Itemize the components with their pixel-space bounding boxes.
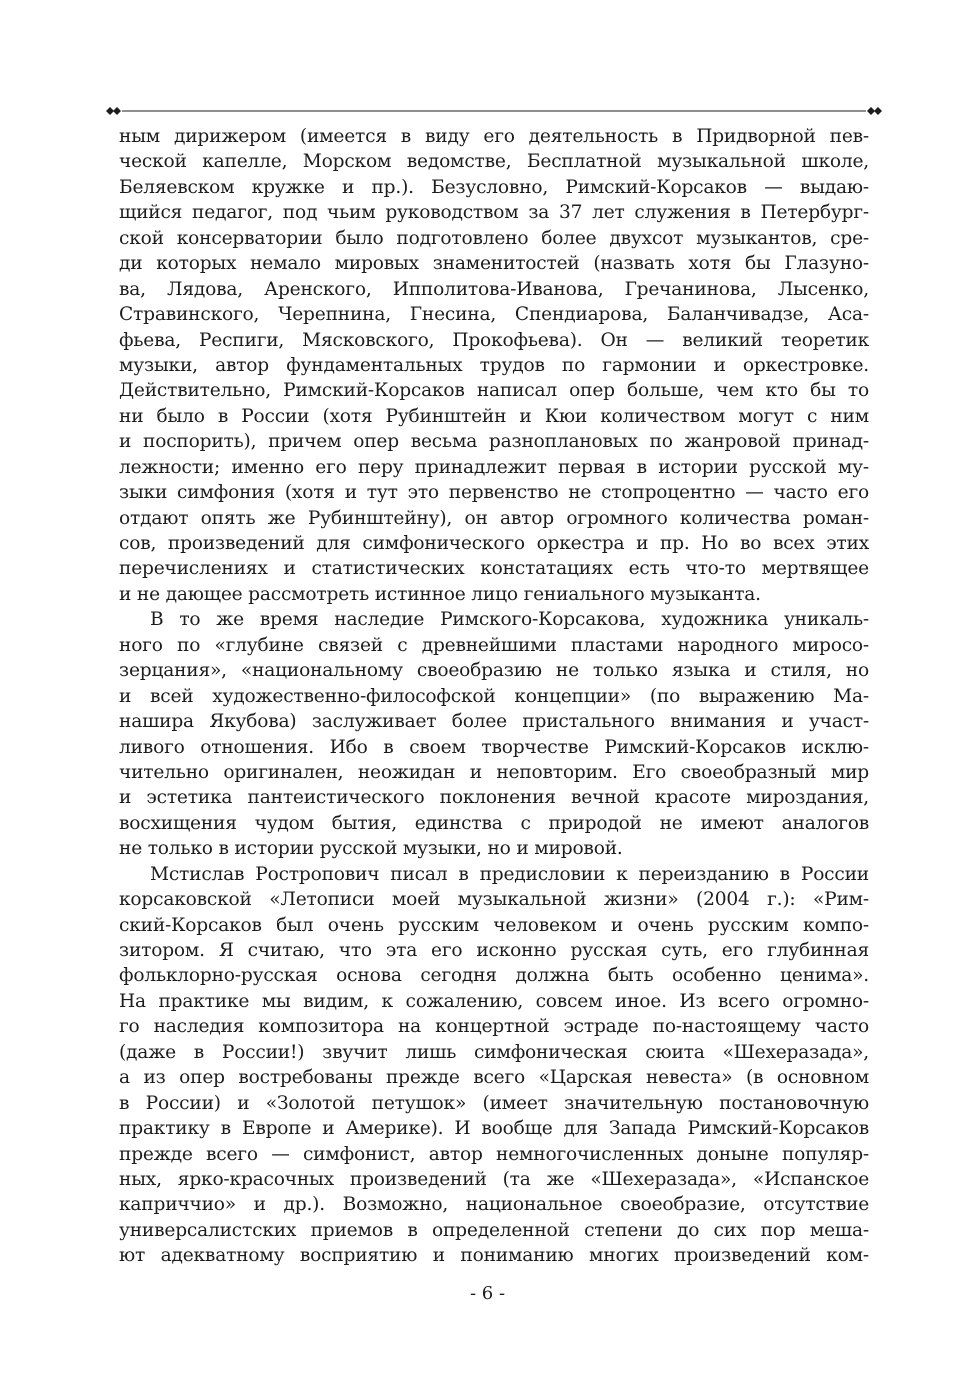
text-line: Беляевском кружке и пр.). Безусловно, Римский-Корсаков — выдаю- [119,176,869,198]
text-line: прежде всего — симфонист, автор немногочисленных доныне популяр- [119,1143,869,1165]
text-line: фольклорно-русская основа сегодня должна быть особенно ценима». [119,965,869,987]
text-line: а из опер востребованы прежде всего «Царская невеста» (в основном [119,1067,869,1089]
text-line: зитором. Я считаю, что эта его исконно русская суть, его глубинная [119,940,869,961]
text-line: ливого отношения. Ибо в своем творчестве Римский-Корсаков исклю- [119,736,869,758]
text-line: Стравинского, Черепнина, Гнесина, Спендиарова, Баланчивадзе, Аса- [119,304,869,326]
text-line: ской консерватории было подготовлено более двухсот музыкантов, сре- [119,227,869,249]
text-line: лежности; именно его перу принадлежит первая в истории русской му- [119,456,869,478]
text-line: сов, произведений для симфонического оркестра и пр. Но во всех этих [119,533,869,554]
text-line: Мстислав Ростропович писал в предисловии к переизданию в России [150,863,869,885]
text-line: и эстетика пантеистического поклонения вечной красоте мироздания, [119,787,869,809]
text-line: нашира Якубова) заслуживает более пристального внимания и участ- [119,711,869,733]
text-line: каприччио» и др.). Возможно, национальное своеобразие, отсутствие [119,1194,869,1216]
paragraph-3 [119,862,869,1269]
text-line: перечислениях и статистических констатациях есть что-то мертвящее [119,558,869,580]
text-line: и всей художественно-философской концепции» (по выражению Ма- [119,685,869,707]
paragraph-1 [119,124,869,607]
text-line: восхищения чудом бытия, единства с природой не имеют аналогов [119,812,869,834]
text-line: (даже в России!) звучит лишь симфоническая сюита «Шехеразада», [119,1041,869,1063]
left-diamond-icon [106,107,121,115]
text-line: универсалистских приемов в определенной степени до сих пор меша- [119,1219,869,1241]
text-line: корсаковской «Летописи моей музыкальной жизни» (2004 г.): «Рим- [119,889,869,911]
text-line: Действительно, Римский-Корсаков написал опер больше, чем кто бы то [119,380,869,402]
text-line: фьева, Респиги, Мясковского, Прокофьева). Он — великий теоретик [119,329,869,351]
text-line: зерцания», «национальному своеобразию не только языка и стиля, но [119,660,869,682]
text-line: чительно оригинален, неожидан и неповторим. Его своеобразный мир [119,761,869,783]
text-line: На практике мы видим, к сожалению, совсем иное. Из всего огромно- [119,990,869,1012]
text-line: и поспорить), причем опер весьма разноплановых по жанровой принад- [119,431,869,453]
text-line: щийся педагог, под чьим руководством за 37 лет служения в Петербург- [119,202,869,224]
text-line: В то же время наследие Римского-Корсакова, художника уникаль- [150,609,869,631]
page-number: - 6 - [469,1283,506,1304]
text-line: отдают опять же Рубинштейну), он автор огромного количества роман- [119,507,869,529]
body-text [119,124,869,1269]
text-line: зыки симфония (хотя и тут это первенство не стопроцентно — часто его [119,482,869,504]
text-line: ди которых немало мировых знаменитостей (назвать хотя бы Глазуно- [119,253,869,275]
text-line: ют адекватному восприятию и пониманию многих произведений ком- [119,1245,869,1267]
text-line: го наследия композитора на концертной эстраде по-настоящему часто [119,1016,869,1038]
text-line: не только в истории русской музыки, но и мировой. [119,838,623,860]
text-line: ва, Лядова, Аренского, Ипполитова-Иванова, Гречанинова, Лысенко, [119,278,869,300]
text-line: музыки, автор фундаментальных трудов по гармонии и оркестровке. [119,354,869,376]
header-ornament-rule [106,103,882,119]
text-line: ных, ярко-красочных произведений (та же «Шехеразада», «Испанское [119,1168,869,1190]
text-line: ни было в России (хотя Рубинштейн и Кюи количеством могут с ним [119,405,869,427]
text-line: в России) и «Золотой петушок» (имеет значительную постановочную [119,1092,869,1114]
text-line: ного по «глубине связей с древнейшими пластами народного миросо- [119,634,869,656]
text-line: ский-Корсаков был очень русским человеком и очень русским компо- [119,914,869,936]
text-line: ческой капелле, Морском ведомстве, Бесплатной музыкальной школе, [119,151,869,173]
text-line: практику в Европе и Америке). И вообще для Запада Римский-Корсаков [119,1118,869,1140]
right-diamond-icon [867,107,882,115]
text-line: ным дирижером (имеется в виду его деятельность в Придворной пев- [119,126,869,147]
paragraph-2 [119,607,869,861]
text-line: и не дающее рассмотреть истинное лицо гениального музыканта. [119,583,761,605]
